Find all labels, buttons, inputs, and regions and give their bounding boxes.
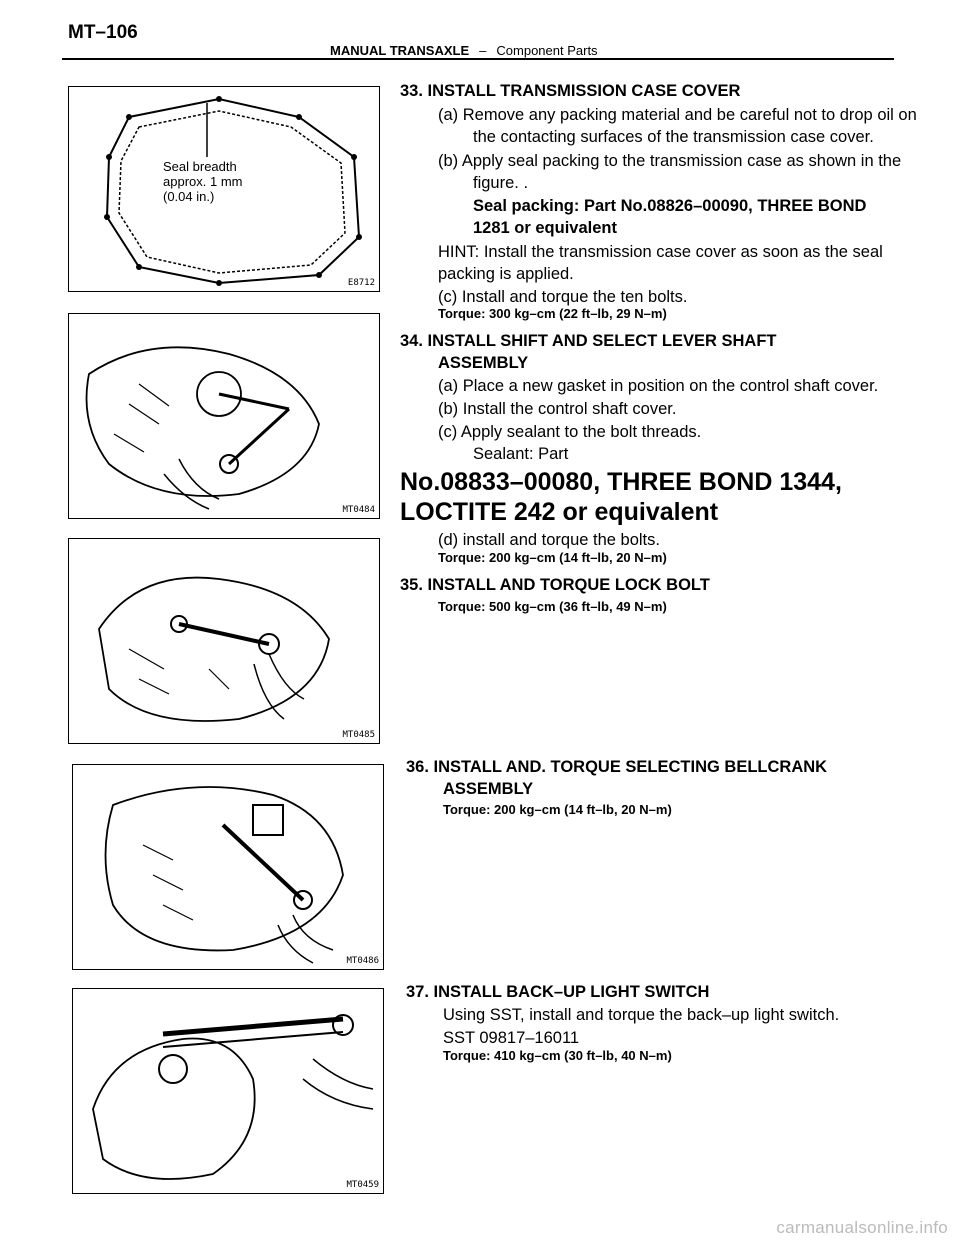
step-35-torque: Torque: 500 kg–cm (36 ft–lb, 49 N–m) [438,599,667,614]
figure-code: MT0484 [342,505,375,515]
step-34-d: (d) install and torque the bolts. [438,531,660,549]
step-36-torque: Torque: 200 kg–cm (14 ft–lb, 20 N–m) [443,802,672,817]
step-36-title-line1: 36. INSTALL AND. TORQUE SELECTING BELLCRANK [406,758,828,776]
step-34-title-line2: ASSEMBLY [438,354,529,372]
figure-code: MT0485 [342,730,375,740]
header-separator: – [479,43,487,58]
step-33-b-line2: figure. . [473,174,529,192]
shift-lever-drawing [69,314,379,518]
header-title [330,43,598,58]
figure-shift-lever-shaft [68,313,380,519]
label-line: (0.04 in.) [163,189,215,204]
seal-breadth-label [163,159,242,204]
step-33-hint-line1: HINT: Install the transmission case cover as soon as the seal [438,243,883,261]
step-37-sst: SST 09817–16011 [443,1029,580,1047]
figure-code: MT0459 [346,1180,379,1190]
step-37-title: 37. INSTALL BACK–UP LIGHT SWITCH [406,983,710,1001]
step-34-sealant-part-line2: LOCTITE 242 or equivalent [400,498,719,526]
figure-bellcrank [72,764,384,970]
step-33-torque: Torque: 300 kg–cm (22 ft–lb, 29 N–m) [438,306,667,321]
figure-backup-light-switch [72,988,384,1194]
backup-switch-drawing [73,989,383,1193]
figure-lock-bolt [68,538,380,744]
watermark: carmanualsonline.info [776,1218,948,1237]
step-36-title-line2: ASSEMBLY [443,780,534,798]
lock-bolt-drawing [69,539,379,743]
step-33-title: 33. INSTALL TRANSMISSION CASE COVER [400,82,741,100]
step-33-c: (c) Install and torque the ten bolts. [438,288,688,306]
page-number: MT–106 [68,22,138,43]
header-rule [62,58,894,60]
step-33-a-line2: the contacting surfaces of the transmission case cover. [473,128,874,146]
step-34-sealant-part-line1: No.08833–00080, THREE BOND 1344, [400,468,842,496]
step-33-seal-line2: 1281 or equivalent [473,219,617,237]
step-33-hint-line2: packing is applied. [438,265,574,283]
label-line: Seal breadth [163,159,237,174]
step-33-seal-line1: Seal packing: Part No.08826–00090, THREE BOND [473,197,867,215]
figure-case-cover [68,86,380,292]
step-34-b: (b) Install the control shaft cover. [438,400,677,418]
step-34-title-line1: 34. INSTALL SHIFT AND SELECT LEVER SHAFT [400,332,777,350]
step-34-sealant: Sealant: Part [473,445,569,463]
label-line: approx. 1 mm [163,174,243,189]
step-35-title: 35. INSTALL AND TORQUE LOCK BOLT [400,576,710,594]
step-33-a-line1: (a) Remove any packing material and be careful not to drop oil on [438,106,917,124]
step-37-torque: Torque: 410 kg–cm (30 ft–lb, 40 N–m) [443,1048,672,1063]
step-34-c: (c) Apply sealant to the bolt threads. [438,423,702,441]
step-34-torque: Torque: 200 kg–cm (14 ft–lb, 20 N–m) [438,550,667,565]
section-title: MANUAL TRANSAXLE [330,43,470,58]
step-37-text: Using SST, install and torque the back–up light switch. [443,1006,840,1024]
subsection-title: Component Parts [496,43,598,58]
step-33-b-line1: (b) Apply seal packing to the transmission case as shown in the [438,152,902,170]
step-34-a: (a) Place a new gasket in position on the control shaft cover. [438,377,879,395]
figure-code: MT0486 [346,956,379,966]
bellcrank-drawing [73,765,383,969]
figure-code: E8712 [347,278,375,288]
